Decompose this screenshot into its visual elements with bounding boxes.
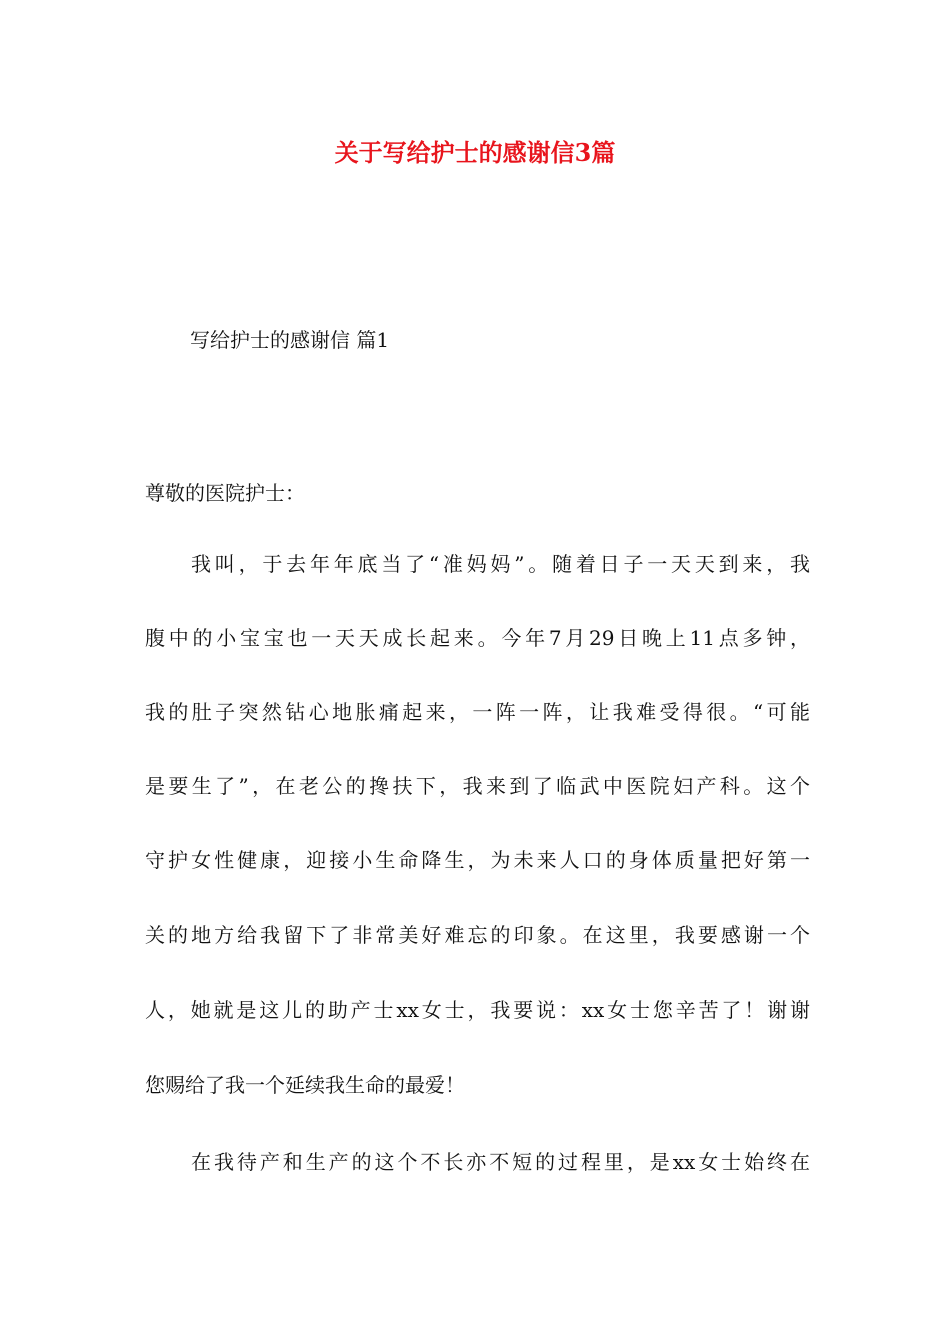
paragraph-line: 腹中的小宝宝也一天天成长起来。今年7月29日晚上11点多钟， (145, 626, 810, 650)
paragraph-line: 人，她就是这儿的助产士xx女士，我要说：xx女士您辛苦了！谢谢 (145, 998, 810, 1022)
paragraph-line: 是要生了”，在老公的搀扶下，我来到了临武中医院妇产科。这个 (145, 774, 810, 798)
paragraph-line: 守护女性健康，迎接小生命降生，为未来人口的身体质量把好第一 (145, 848, 810, 872)
paragraph-line: 在我待产和生产的这个不长亦不短的过程里，是xx女士始终在 (191, 1150, 810, 1174)
letter-greeting: 尊敬的医院护士： (145, 481, 305, 505)
paragraph-line: 我叫，于去年年底当了“准妈妈”。随着日子一天天到来，我 (191, 552, 810, 576)
section-heading: 写给护士的感谢信 篇1 (190, 328, 390, 352)
paragraph-line: 您赐给了我一个延续我生命的最爱！ (145, 1073, 465, 1097)
document-title: 关于写给护士的感谢信3篇 (334, 138, 616, 167)
paragraph-line: 我的肚子突然钻心地胀痛起来，一阵一阵，让我难受得很。“可能 (145, 700, 810, 724)
paragraph-line: 关的地方给我留下了非常美好难忘的印象。在这里，我要感谢一个 (145, 923, 810, 947)
